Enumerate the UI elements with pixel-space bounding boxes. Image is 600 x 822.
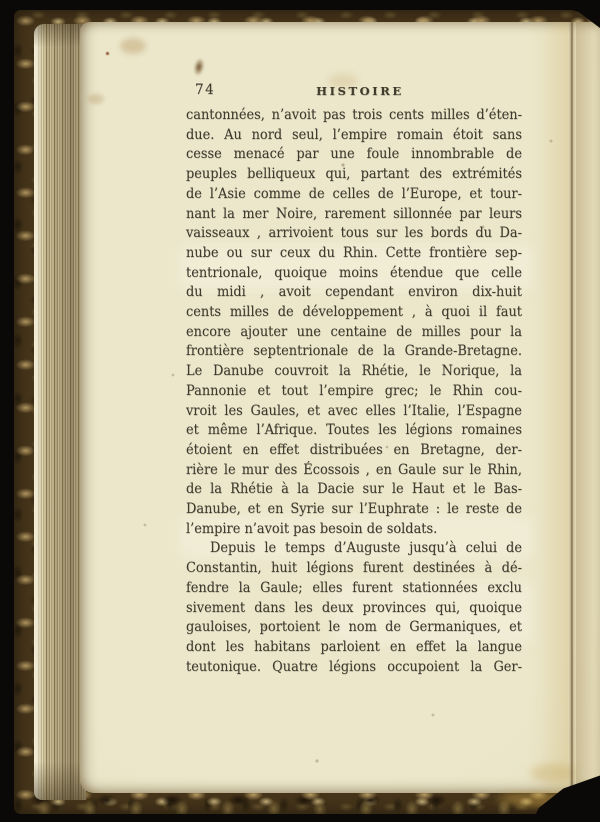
gutter-shading — [540, 22, 568, 793]
text-line: frontière septentrionale de la Grande-Bretagne. — [186, 343, 522, 360]
text-line: dont les habitans parloient en effet la langue — [186, 638, 522, 655]
text-line: cantonnées, n’avoit pas trois cents milles d’éten- — [186, 107, 522, 123]
text-line: teutonique. Quatre légions occupoient la Ger- — [186, 658, 522, 675]
text-line: de l’Asie comme de celles de l’Europe, et tour- — [186, 185, 522, 202]
text-line: l’empire n’avoit pas besoin de soldats. — [186, 520, 438, 537]
text-line: nant la mer Noire, rarement sillonnée par leurs — [186, 205, 522, 222]
text-line: Constantin, huit légions furent destinées à dé- — [186, 560, 522, 577]
paper-specks — [80, 22, 82, 24]
text-line: tentrionale, quoique moins étendue que celle — [186, 264, 522, 281]
paragraph — [186, 106, 522, 539]
text-line: cesse menacé par une foule innombrable de — [186, 146, 522, 163]
text-line: étoient en effet distribuées en Bretagne, der- — [186, 441, 522, 458]
text-line: de la Rhétie à la Dacie sur le Haut et le Bas- — [186, 481, 522, 498]
text-line: sivement dans les deux provinces qui, quoique — [186, 599, 522, 616]
text-line: encore ajouter une centaine de milles pour la — [186, 323, 522, 340]
page-gutter-crease — [568, 22, 576, 793]
text-line: Danube, et en Syrie sur l’Euphrate : le reste de — [186, 501, 522, 518]
body-text — [186, 106, 522, 677]
paper-stain — [192, 57, 206, 77]
page-number: 74 — [195, 82, 216, 98]
text-line: cents milles de développement , à quoi il faut — [186, 304, 522, 321]
paragraph — [186, 539, 522, 677]
text-line: Le Danube couvroit la Rhétie, le Norique, la — [186, 363, 522, 380]
paper-stain — [88, 94, 104, 104]
paper-speck — [106, 52, 109, 55]
text-line: et même l’Afrique. Toutes les légions romaines — [186, 422, 522, 439]
text-line: peuples belliqueux qui, partant des extrémités — [186, 166, 522, 183]
text-line: rière le mur des Écossois , en Gaule sur le Rhin, — [186, 461, 522, 478]
book-page — [80, 22, 600, 793]
text-line: gauloises, portoient le nom de Germaniques, et — [186, 619, 522, 636]
text-line: Pannonie et tout l’empire grec; le Rhin cou- — [186, 382, 522, 399]
text-line: due. Au nord seul, l’empire romain étoit sans — [186, 126, 522, 143]
text-line: nube ou sur ceux du Rhin. Cette frontière sep- — [186, 244, 522, 261]
text-line: vroit les Gaules, et avec elles l’Italie, l’Espagne — [186, 402, 522, 419]
text-line: du midi , avoit cependant environ dix-huit — [186, 284, 522, 301]
running-header: HISTOIRE — [316, 84, 404, 98]
text-line: vaisseaux , arrivoient tous sur les bords du Da- — [186, 225, 522, 242]
text-line: Depuis le temps d’Auguste jusqu’à celui de — [209, 540, 522, 557]
next-page-sliver — [576, 22, 600, 793]
page-edge-stack — [34, 24, 86, 800]
text-line: fendre la Gaule; elles furent stationnées exclu — [186, 579, 522, 596]
paper-stain — [120, 38, 146, 54]
